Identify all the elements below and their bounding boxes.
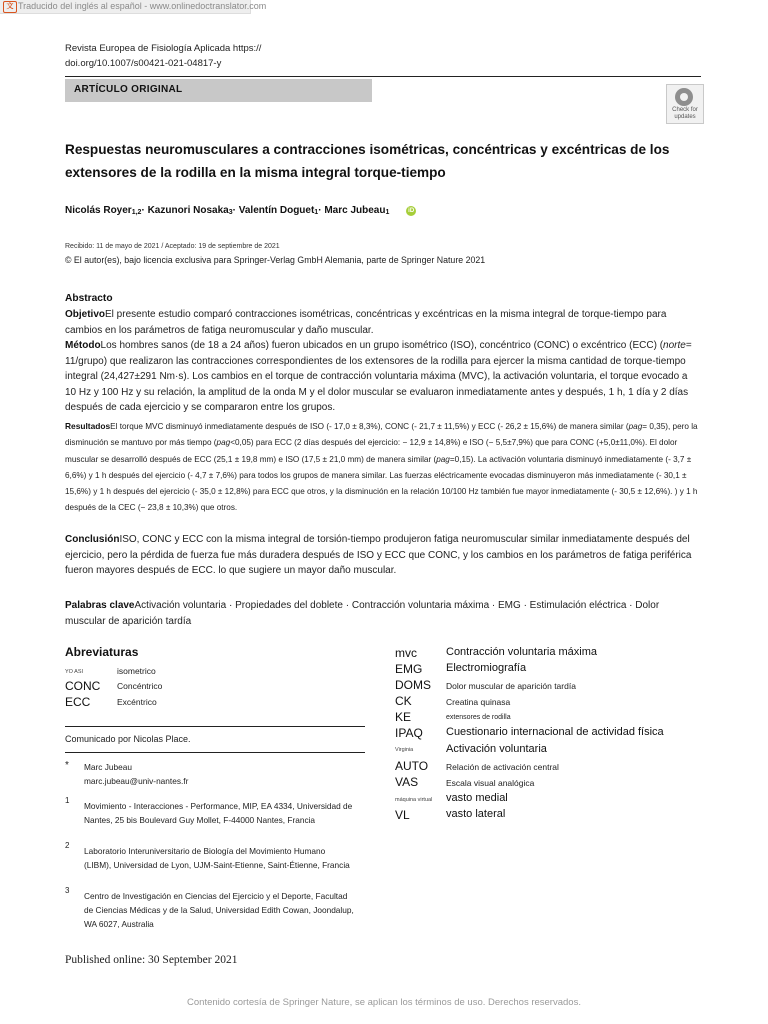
author-affiliation: 1 (314, 209, 319, 216)
abbreviation-key: mvc (395, 646, 417, 660)
doi-link[interactable]: doi.org/10.1007/s00421-021-04817-y (65, 58, 222, 69)
copyright-notice: © El autor(es), bajo licencia exclusiva para Springer-Verlag GmbH Alemania, parte de Springer Nature 2021 (65, 255, 486, 265)
abbreviations-heading: Abreviaturas (65, 645, 139, 659)
footnote-divider (65, 752, 365, 753)
abbreviation-key: CK (395, 694, 412, 708)
orcid-icon[interactable]: iD (408, 208, 415, 214)
author-affiliation: 1 (385, 209, 390, 216)
results-text: <0,05) para ECC (2 días después del ejercicio: − 12,9 ± 14,8%) e ISO (− 5,5±7,9%) que para CONC (+5,0±11,0%). El dolor muscular se desarrolló después de ECC (25,1 ± 19,8 mm) e ISO (17,5 ± 21,0 mm) de manera similar ( (65, 438, 678, 464)
article-type-banner (65, 79, 372, 102)
results-italic: pag (216, 438, 231, 448)
abbreviation-key: VAS (395, 775, 419, 789)
translator-banner-text[interactable]: Traducido del inglés al español - www.onlinedoctranslator.com (18, 1, 267, 11)
results-label: Resultados (65, 421, 111, 431)
abbreviation-value: vasto medial (446, 792, 508, 804)
journal-reference (65, 41, 365, 71)
author-name[interactable]: Nicolás Royer (65, 205, 132, 216)
translator-banner[interactable] (0, 0, 267, 14)
method-text-cont: = 11/grupo) que realizaron las contracciones correspondientes de los extensores de la rodilla para ejercer la misma cantidad de torque-tiempo integral (24,427±291 Nm·s). Los cambios en el torque de contracción voluntaria máxima (MVC), la activación voluntaria, el torque evocado a 10 Hz y 100 Hz y su relación, la amplitud de la onda M y el dolor muscular se evaluaron inmediatamente antes y después, 1 h, 1 día y 2 días después de cada ejercicio y se compararon entre los grupos. (65, 340, 692, 413)
affiliation: Centro de Investigación en Ciencias del Ejercicio y el Deporte, Facultad de Ciencias Médicas y de la Salud, Universidad Edith Cowan, Joondalup, WA 6027, Australia (84, 891, 354, 929)
results-text: =0,15). La activación voluntaria disminuyó inmediatamente (- 3,7 ± 6,6%) y 1 h después del ejercicio (- 4,7 ± 7,6%) para todos los grupos de manera similar. Las fuerzas eléctricamente evocadas disminuyeron más inmediatamente (- 30,1 ± 15,6%) y 1 h después del ejercicio (- 35,0 ± 12,8%) para ECC que otros, y la disminución en la relación 10/100 Hz también fue mayor inmediatamente (- 30,5 ± 12,6%). ) y 1 h después de la CEC (− 23,8 ± 10,3%) que otros. (65, 454, 698, 513)
article-type-label: ARTÍCULO ORIGINAL (74, 84, 183, 95)
abbreviation-value: isometrico (117, 666, 156, 676)
abbreviation-key: IPAQ (395, 726, 423, 740)
conclusion-label: Conclusión (65, 534, 120, 545)
method-label: Método (65, 340, 101, 351)
affiliation-number: 3 (65, 886, 70, 895)
abbreviation-key: DOMS (395, 678, 431, 692)
author-name[interactable]: Kazunori Nosaka (147, 205, 229, 216)
received-dates: Recibido: 11 de mayo de 2021 / Aceptado: 19 de septiembre de 2021 (65, 243, 280, 250)
abbreviation-key: VL (395, 808, 410, 822)
header-divider (65, 76, 701, 77)
abbreviation-key: ECC (65, 695, 91, 709)
abbreviation-key: AUTO (395, 759, 429, 773)
abstract-objective (65, 307, 700, 338)
corresponding-author (84, 760, 364, 788)
results-text: El torque MVC disminuyó inmediatamente después de ISO (- 17,0 ± 8,3%), CONC (- 21,7 ± 11,5%) y ECC (- 26,2 ± 15,6%) de manera similar ( (110, 422, 629, 431)
method-italic: norte (663, 340, 686, 351)
abbreviation-value: Contracción voluntaria máxima (446, 646, 598, 658)
results-italic: pag (628, 422, 643, 431)
abbreviation-key: EMG (395, 662, 423, 676)
abbreviation-key: máquina virtual (395, 797, 433, 803)
abbreviation-key: Virginia (395, 747, 414, 753)
check-for-updates-badge[interactable] (666, 84, 704, 124)
abstract-conclusion (65, 532, 700, 579)
published-online: Published online: 30 September 2021 (65, 954, 238, 966)
abbreviation-value: Electromiografía (446, 662, 527, 674)
abbreviation-value: Excéntrico (117, 697, 157, 707)
affiliation: Laboratorio Interuniversitario de Biología del Movimiento Humano (LIBM), Universidad de Lyon, UJM-Saint-Etienne, Saint-Étienne, Francia (84, 846, 350, 870)
abbreviation-value: Dolor muscular de aparición tardía (446, 681, 576, 691)
abbreviation-value: Cuestionario internacional de actividad física (446, 726, 664, 738)
affiliation-number: 2 (65, 841, 70, 850)
author-affiliation: 1,2 (131, 209, 142, 216)
abbreviation-value: Activación voluntaria (446, 743, 547, 755)
abbreviation-value: extensores de rodilla (446, 714, 511, 721)
abbreviation-key: KE (395, 710, 412, 724)
abbreviation-value: Concéntrico (117, 681, 163, 691)
corresponding-email[interactable]: marc.jubeau@univ-nantes.fr (84, 776, 189, 786)
results-italic: pag (436, 454, 450, 464)
abbreviation-key: YO ASI (65, 669, 84, 675)
abbreviation-value: vasto lateral (446, 808, 506, 820)
author-name[interactable]: Marc Jubeau (324, 205, 386, 216)
affiliation-number: 1 (65, 796, 70, 805)
abstract-heading: Abstracto (65, 293, 113, 304)
article-title: Respuestas neuromusculares a contracciones isométricas, concéntricas y excéntricas de los extensores de la rodilla en la misma integral torque-tiempo (65, 142, 670, 180)
corresponding-name: Marc Jubeau (84, 762, 132, 772)
communicated-by: Comunicado por Nicolas Place. (65, 734, 191, 744)
footnote-divider (65, 726, 365, 727)
keywords (65, 598, 700, 629)
objective-text: El presente estudio comparó contracciones isométricas, concéntricas y excéntricas en la misma integral de torque-tiempo para cambios en los parámetros de fatiga neuromuscular y daño muscular. (65, 309, 667, 336)
author-name[interactable]: Valentín Doguet (238, 205, 315, 216)
abbreviation-key: CONC (65, 679, 101, 693)
conclusion-text: ISO, CONC y ECC con la misma integral de torsión-tiempo produjeron fatiga neuromuscular similar inmediatamente después del ejercicio, pero la pérdida de fuerza fue más duradera después de ISO y ECC que CONC, y los cambios en los parámetros de fatiga periférica fueron mayores después de ECC. lo que sugiere un mayor daño muscular. (65, 534, 692, 576)
author-list (65, 205, 545, 216)
author-separator: · (232, 205, 236, 216)
author-affiliation: 3 (228, 209, 233, 216)
check-updates-line1: Check for (672, 107, 698, 113)
keywords-label: Palabras clave (65, 600, 135, 611)
method-text: Los hombres sanos (de 18 a 24 años) fueron ubicados en un grupo isométrico (ISO), concéntrico (CONC) o excéntrico (ECC) ( (100, 340, 664, 351)
keywords-text: Activación voluntaria · Propiedades del doblete · Contracción voluntaria máxima · EMG · Estimulación eléctrica · Dolor muscular de aparición tardía (65, 600, 660, 627)
abbreviation-value: Escala visual analógica (446, 778, 535, 788)
corresponding-mark: * (65, 760, 69, 771)
author-separator: · (141, 205, 145, 216)
check-updates-icon (675, 88, 693, 106)
journal-name: Revista Europea de Fisiología Aplicada https:// (65, 43, 262, 54)
affiliation: Movimiento - Interacciones - Performance, MIP, EA 4334, Universidad de Nantes, 25 bis Boulevard Guy Mollet, F-44000 Nantes, Francia (84, 801, 353, 825)
abbreviation-value: Creatina quinasa (446, 697, 511, 707)
abbreviation-value: Relación de activación central (446, 762, 559, 772)
check-updates-line2: updates (674, 114, 696, 120)
objective-label: Objetivo (65, 309, 106, 320)
author-separator: · (318, 205, 322, 216)
abstract-method (65, 338, 700, 416)
results-text: = 0,35), pero la disminución se mantuvo por más tiempo ( (65, 422, 698, 448)
translate-icon: 文 (3, 1, 17, 13)
abstract-results (65, 418, 700, 517)
footer-notice: Contenido cortesía de Springer Nature, se aplican los términos de uso. Derechos reservados. (187, 997, 581, 1008)
